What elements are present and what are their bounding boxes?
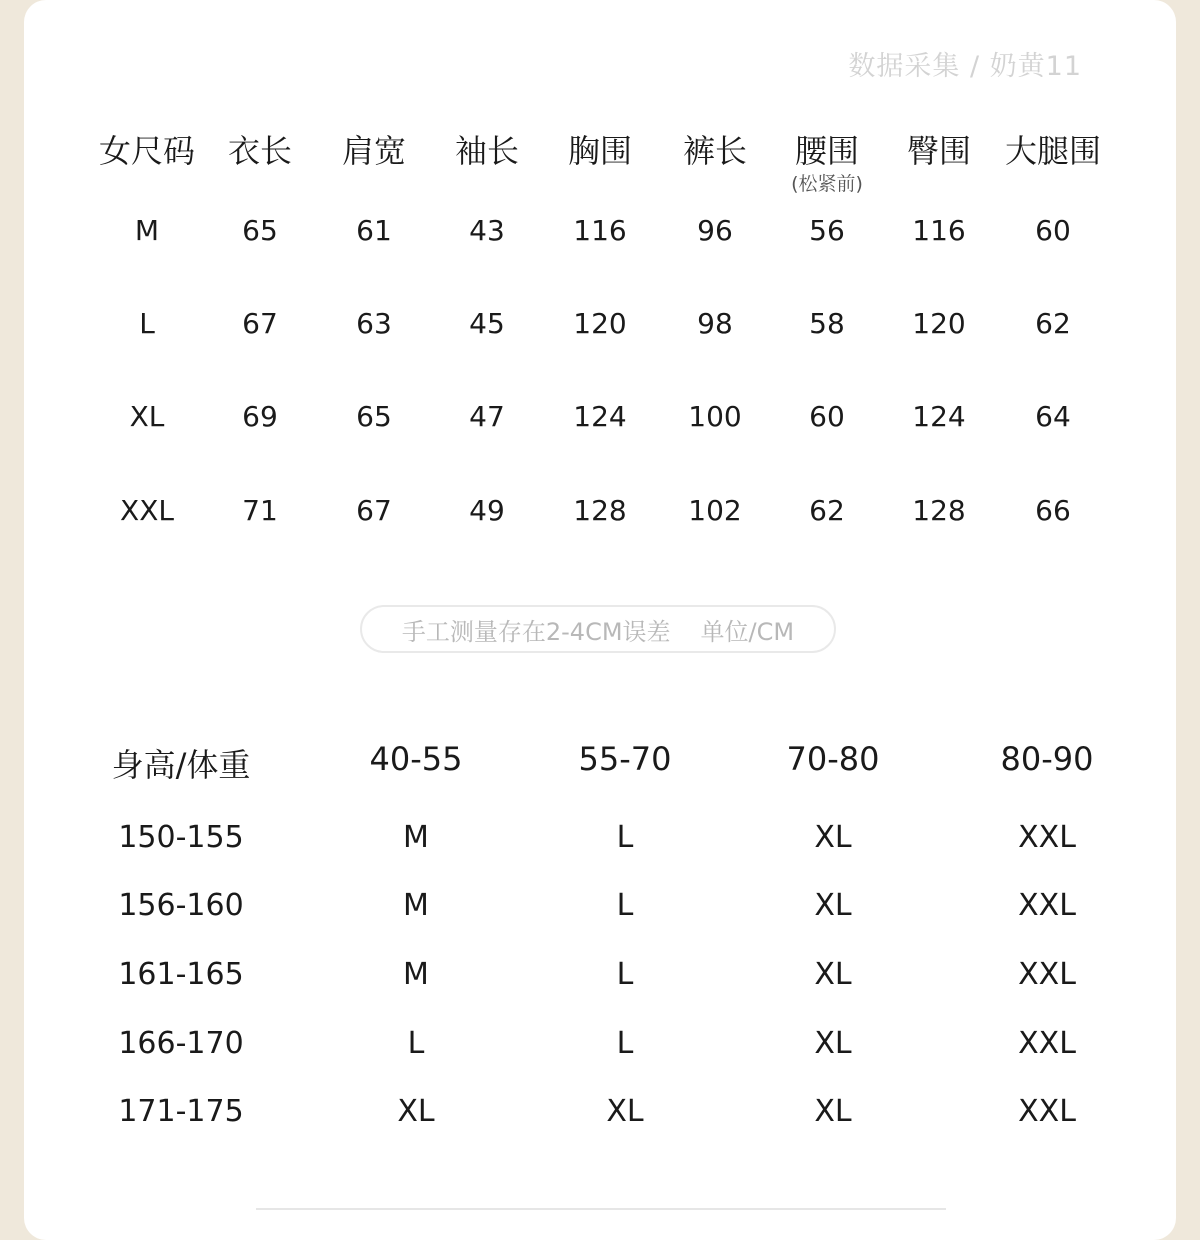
size-value-thigh: 60 bbox=[1035, 214, 1071, 247]
size-value-shoulder: 61 bbox=[356, 214, 392, 247]
size-header-hip: 臀围 bbox=[906, 132, 972, 170]
recommended-size: XL bbox=[397, 1094, 435, 1129]
size-header-waist: 腰围 bbox=[794, 132, 860, 170]
size-value-thigh: 66 bbox=[1035, 494, 1071, 527]
size-header-chest: 胸围 bbox=[567, 132, 633, 170]
recommend-header-weight-range: 40-55 bbox=[369, 740, 463, 778]
size-value-length: 69 bbox=[242, 400, 278, 433]
size-value-pants-length: 98 bbox=[697, 307, 733, 340]
size-label: XXL bbox=[120, 494, 174, 527]
unit-text: 单位/CM bbox=[700, 617, 795, 646]
measurement-error-text: 手工测量存在2-4CM误差 bbox=[401, 617, 671, 646]
size-value-chest: 120 bbox=[573, 307, 627, 340]
height-range: 171-175 bbox=[118, 1094, 244, 1129]
recommended-size: L bbox=[616, 888, 634, 923]
size-value-waist: 56 bbox=[809, 214, 845, 247]
size-header-thigh: 大腿围 bbox=[1004, 132, 1102, 170]
recommend-header-weight-range: 55-70 bbox=[578, 740, 672, 778]
recommend-header-height-weight: 身高/体重 bbox=[111, 746, 251, 784]
recommended-size: XXL bbox=[1018, 888, 1076, 923]
size-value-shoulder: 67 bbox=[356, 494, 392, 527]
size-value-length: 71 bbox=[242, 494, 278, 527]
size-label: L bbox=[139, 307, 155, 340]
waist-note: (松紧前) bbox=[791, 173, 863, 195]
recommend-header-weight-range: 70-80 bbox=[786, 740, 880, 778]
size-value-waist: 62 bbox=[809, 494, 845, 527]
height-range: 156-160 bbox=[118, 888, 244, 923]
size-value-chest: 124 bbox=[573, 400, 627, 433]
measurement-note bbox=[360, 605, 836, 653]
size-header-sleeve: 袖长 bbox=[454, 132, 520, 170]
recommended-size: L bbox=[616, 957, 634, 992]
size-value-shoulder: 63 bbox=[356, 307, 392, 340]
height-range: 166-170 bbox=[118, 1026, 244, 1061]
size-value-sleeve: 43 bbox=[469, 214, 505, 247]
size-value-thigh: 62 bbox=[1035, 307, 1071, 340]
size-value-thigh: 64 bbox=[1035, 400, 1071, 433]
recommended-size: L bbox=[407, 1026, 425, 1061]
size-value-length: 65 bbox=[242, 214, 278, 247]
recommended-size: M bbox=[403, 820, 429, 855]
size-value-pants-length: 96 bbox=[697, 214, 733, 247]
size-header-size: 女尺码 bbox=[98, 132, 196, 170]
size-value-sleeve: 49 bbox=[469, 494, 505, 527]
recommended-size: M bbox=[403, 888, 429, 923]
size-value-shoulder: 65 bbox=[356, 400, 392, 433]
size-value-pants-length: 102 bbox=[688, 494, 742, 527]
recommended-size: L bbox=[616, 820, 634, 855]
size-header-shoulder: 肩宽 bbox=[341, 132, 407, 170]
recommended-size: XXL bbox=[1018, 1094, 1076, 1129]
source-tag: 数据采集 / 奶黄11 bbox=[848, 51, 1082, 82]
recommended-size: XL bbox=[814, 820, 852, 855]
recommended-size: XL bbox=[814, 888, 852, 923]
size-header-length: 衣长 bbox=[227, 132, 293, 170]
recommended-size: XL bbox=[814, 957, 852, 992]
size-value-length: 67 bbox=[242, 307, 278, 340]
recommended-size: XXL bbox=[1018, 957, 1076, 992]
size-value-hip: 124 bbox=[912, 400, 966, 433]
recommended-size: L bbox=[616, 1026, 634, 1061]
size-label: XL bbox=[129, 400, 165, 433]
size-value-chest: 128 bbox=[573, 494, 627, 527]
recommended-size: XL bbox=[606, 1094, 644, 1129]
size-header-pants-length: 裤长 bbox=[682, 132, 748, 170]
size-value-waist: 58 bbox=[809, 307, 845, 340]
size-value-hip: 128 bbox=[912, 494, 966, 527]
size-chart-card bbox=[24, 0, 1176, 1240]
recommended-size: XL bbox=[814, 1094, 852, 1129]
size-value-chest: 116 bbox=[573, 214, 627, 247]
recommended-size: M bbox=[403, 957, 429, 992]
size-value-sleeve: 47 bbox=[469, 400, 505, 433]
size-value-pants-length: 100 bbox=[688, 400, 742, 433]
size-label: M bbox=[134, 214, 160, 247]
size-value-sleeve: 45 bbox=[469, 307, 505, 340]
recommend-header-weight-range: 80-90 bbox=[1000, 740, 1094, 778]
recommended-size: XL bbox=[814, 1026, 852, 1061]
height-range: 150-155 bbox=[118, 820, 244, 855]
size-value-hip: 120 bbox=[912, 307, 966, 340]
recommended-size: XXL bbox=[1018, 820, 1076, 855]
size-value-hip: 116 bbox=[912, 214, 966, 247]
height-range: 161-165 bbox=[118, 957, 244, 992]
size-value-waist: 60 bbox=[809, 400, 845, 433]
divider bbox=[256, 1208, 946, 1210]
recommended-size: XXL bbox=[1018, 1026, 1076, 1061]
